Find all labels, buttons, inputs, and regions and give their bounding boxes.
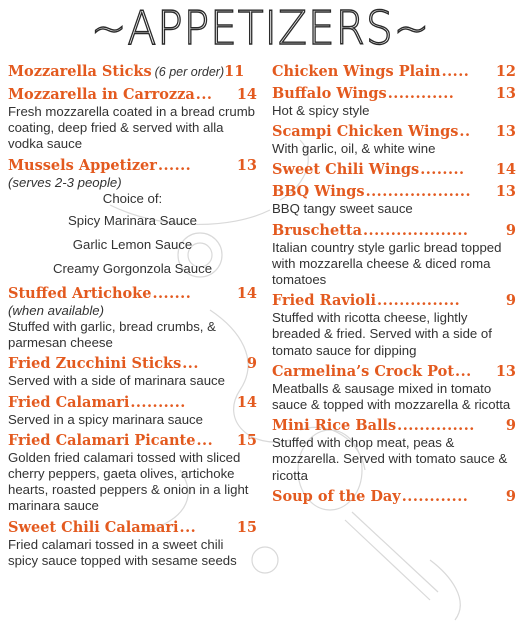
leader-dots: .....	[441, 63, 470, 80]
leader-dots: ...	[455, 362, 472, 380]
item-price: 14	[495, 161, 516, 179]
item-price: 14	[236, 284, 257, 302]
leader-dots: ...	[182, 355, 199, 373]
item-name: Mozzarella Sticks	[8, 63, 152, 80]
choice-option: Garlic Lemon Sauce	[72, 236, 193, 252]
menu-item	[272, 362, 516, 413]
choice-option: Creamy Gorgonzola Sauce	[52, 260, 213, 276]
leader-dots: ...............	[377, 292, 461, 310]
item-name: Chicken Wings Plain	[272, 63, 441, 80]
item-description: Stuffed with ricotta cheese, lightly breaded & fried. Served with a side of tomato sauce for dipping	[272, 310, 492, 358]
menu-item	[272, 291, 516, 359]
item-price: 13	[495, 85, 516, 102]
leader-dots: ........	[420, 161, 465, 179]
item-name: Carmelina’s Crock Pot	[272, 362, 455, 380]
item-name: Mozzarella in Carrozza	[8, 86, 195, 103]
item-description: Stuffed with chop meat, peas & mozzarella. Served with tomato sauce & ricotta	[272, 435, 508, 483]
item-price: 14	[236, 86, 257, 103]
leader-dots: .......	[152, 284, 192, 302]
item-name: Fried Calamari Picante	[8, 431, 196, 449]
leader-dots: ...................	[363, 221, 469, 239]
leader-dots: ............	[387, 85, 455, 102]
item-price: 11	[224, 63, 245, 80]
menu-item	[272, 487, 516, 506]
item-price: 12	[495, 63, 516, 80]
menu-item	[8, 85, 257, 153]
item-price: 13	[495, 183, 516, 201]
item-name: Sweet Chili Calamari	[8, 518, 179, 536]
menu-item	[272, 84, 516, 119]
leader-dots: ...	[179, 518, 197, 536]
item-name: Soup of the Day	[272, 487, 401, 505]
item-price: 15	[236, 518, 257, 536]
item-name: Fried Calamari	[8, 393, 130, 411]
item-description: Hot & spicy style	[272, 103, 370, 118]
item-name: Scampi Chicken Wings	[272, 123, 459, 141]
page-title: ~APPETIZERS~	[90, 1, 431, 55]
menu-item	[8, 393, 257, 428]
item-description: Italian country style garlic bread topped with mozzarella cheese & diced roma tomatoes	[272, 239, 502, 288]
item-price: 9	[505, 417, 516, 435]
item-name: Bruschetta	[272, 221, 362, 239]
leader-dots: ......	[157, 156, 192, 174]
leader-dots: ..........	[130, 393, 186, 411]
item-name: Fried Zucchini Sticks	[8, 355, 182, 373]
item-description: Golden fried calamari tossed with sliced cherry peppers, gaeta olives, artichoke hearts, roasted peppers & onion in a light marinara sauce	[8, 449, 249, 514]
item-price: 9	[505, 221, 516, 239]
leader-dots: ............	[401, 487, 469, 505]
item-price: 14	[236, 393, 257, 411]
item-name: Buffalo Wings	[272, 85, 387, 102]
item-name: BBQ Wings	[272, 183, 365, 201]
item-note: (serves 2-3 people)	[8, 174, 122, 190]
item-price: 9	[505, 487, 516, 505]
menu-item	[272, 160, 516, 179]
leader-dots: ..	[459, 123, 471, 141]
menu-item	[8, 354, 257, 389]
menu-item	[8, 431, 257, 515]
leader-dots: ...	[195, 86, 213, 103]
menu-item	[272, 62, 516, 81]
item-description: Stuffed with garlic, bread crumbs, & parmesan cheese	[8, 319, 216, 351]
leader-dots: ...................	[365, 183, 471, 201]
item-name: Mussels Appetizer	[8, 156, 157, 174]
item-description: Fried calamari tossed in a sweet chili spicy sauce topped with sesame seeds	[8, 536, 237, 568]
menu-item	[8, 62, 257, 82]
menu-item	[8, 518, 257, 569]
menu-item	[272, 122, 516, 157]
item-note: (6 per order)	[154, 65, 225, 79]
right-menu-column	[272, 62, 516, 509]
menu-item	[8, 284, 257, 352]
item-price: 9	[246, 355, 257, 373]
item-name: Mini Rice Balls	[272, 417, 397, 435]
item-description: BBQ tangy sweet sauce	[272, 201, 413, 217]
item-description: Served with a side of marinara sauce	[8, 373, 225, 389]
item-price: 9	[505, 292, 516, 310]
item-note: (when available)	[8, 302, 105, 318]
menu-item	[272, 182, 516, 217]
item-price: 13	[495, 362, 516, 380]
item-description: Served in a spicy marinara sauce	[8, 411, 203, 427]
item-price: 15	[236, 431, 257, 449]
item-description: With garlic, oil, & white wine	[272, 141, 436, 157]
item-price: 13	[236, 156, 257, 174]
item-name: Fried Ravioli	[272, 292, 376, 310]
menu-item	[272, 416, 516, 484]
item-name: Sweet Chili Wings	[272, 161, 420, 179]
item-description: Fresh mozzarella coated in a bread crumb coating, deep fried & served with alla vodka sauce	[8, 104, 256, 152]
item-description: Meatballs & sausage mixed in tomato sauce & topped with mozzarella & ricotta	[272, 380, 511, 413]
item-price: 13	[495, 123, 516, 141]
menu-item	[8, 156, 257, 281]
choice-option: Spicy Marinara Sauce	[67, 212, 197, 228]
leader-dots: ..............	[397, 417, 475, 435]
leader-dots: ...	[196, 431, 214, 449]
item-name: Stuffed Artichoke	[8, 284, 152, 302]
menu-item	[272, 221, 516, 289]
choice-heading: Choice of:	[102, 190, 163, 206]
left-menu-column	[8, 62, 257, 572]
